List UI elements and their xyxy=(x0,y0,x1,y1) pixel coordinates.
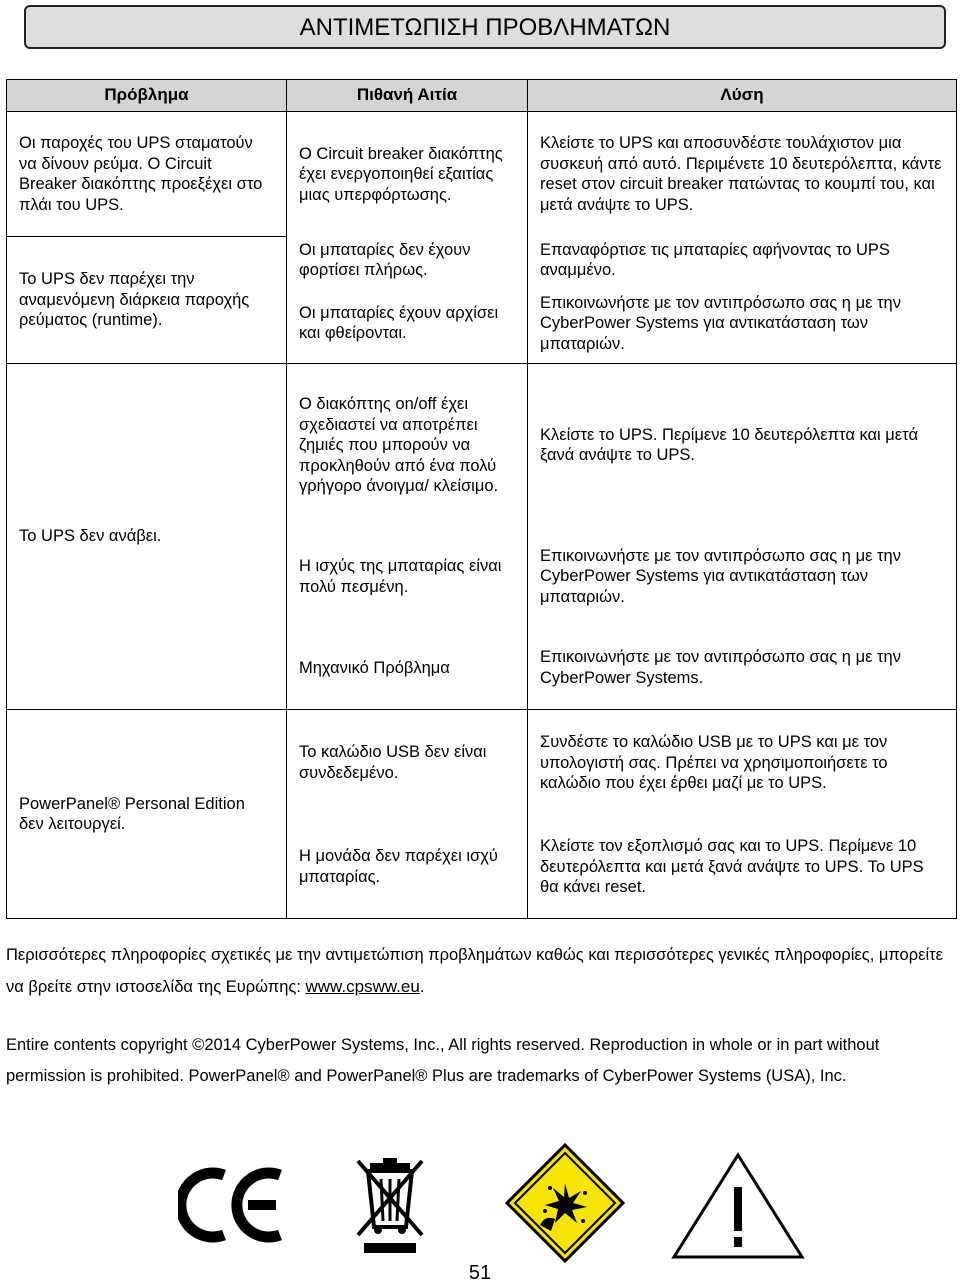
solution-text: Κλείστε τον εξοπλισμό σας και το UPS. Περίμενε 10 δευτερόλεπτα και μετά ξανά ανάψτε το UPS. Το UPS θα κάνει reset. xyxy=(540,837,924,896)
problem-cell xyxy=(7,710,287,919)
caution-triangle-icon xyxy=(668,1149,808,1263)
cause-cell xyxy=(287,627,528,710)
table-row xyxy=(7,364,957,527)
header-cause: Πιθανή Αιτία xyxy=(287,80,528,112)
cause-text: Ο διακόπτης on/off έχει σχεδιαστεί να αποτρέπει ζημιές που μπορούν να προκληθούν από ένα πολύ γρήγορο άνοιγμα/ κλείσιμο. xyxy=(299,395,499,495)
more-info-paragraph xyxy=(6,940,956,1003)
cause-text: Οι μπαταρίες δεν έχουν φορτίσει πλήρως. xyxy=(299,240,471,279)
solution-text: Συνδέστε το καλώδιο USB με το UPS και με τον υπολογιστή σας. Πρέπει να χρησιμοποιήσετε το καλώδιο που έχει έρθει μαζί με το UPS. xyxy=(540,733,888,792)
problem-cell xyxy=(7,112,287,237)
solution-text: Επικοινωνήστε με τον αντιπρόσωπο σας η με την CyberPower Systems για αντικατάσταση των μπαταριών. xyxy=(540,293,901,353)
solution-text: Επικοινωνήστε με τον αντιπρόσωπο σας η με την CyberPower Systems για αντικατάσταση των μπαταριών. xyxy=(540,546,901,606)
solution-cell xyxy=(528,237,957,284)
website-link[interactable]: www.cpsww.eu xyxy=(305,977,420,996)
weee-bin-icon xyxy=(350,1155,430,1255)
problem-cell xyxy=(7,237,287,364)
cause-text: Ο Circuit breaker διακόπτης έχει ενεργοποιηθεί εξαιτίας μιας υπερφόρτωσης. xyxy=(299,144,503,204)
link-suffix: . xyxy=(419,978,425,996)
solution-cell xyxy=(528,816,957,919)
solution-text: Επαναφόρτισε τις μπαταρίες αφήνοντας το UPS αναμμένο. xyxy=(540,240,890,279)
cause-cell xyxy=(287,527,528,627)
solution-text: Κλείστε το UPS. Περίμενε 10 δευτερόλεπτα και μετά ξανά ανάψτε το UPS. xyxy=(540,425,918,465)
cause-text: Μηχανικό Πρόβλημα xyxy=(299,658,450,677)
explosive-warning-icon xyxy=(505,1143,625,1263)
page-title: ΑΝΤΙΜΕΤΩΠΙΣΗ ΠΡΟΒΛΗΜΑΤΩΝ xyxy=(24,5,946,49)
header-problem: Πρόβλημα xyxy=(7,80,287,112)
problem-text: PowerPanel® Personal Edition δεν λειτουργεί. xyxy=(19,794,245,833)
header-solution: Λύση xyxy=(528,80,957,112)
cause-text: Η μονάδα δεν παρέχει ισχύ μπαταρίας. xyxy=(299,847,498,886)
ce-mark-icon xyxy=(178,1165,286,1245)
table-row xyxy=(7,237,957,284)
solution-cell xyxy=(528,284,957,364)
solution-text: Επικοινωνήστε με τον αντιπρόσωπο σας η με την CyberPower Systems. xyxy=(540,648,901,687)
solution-cell xyxy=(528,527,957,627)
problem-cell xyxy=(7,364,287,710)
cause-text: Οι μπαταρίες έχουν αρχίσει και φθείρονται. xyxy=(299,303,499,343)
cause-cell xyxy=(287,364,528,527)
solution-cell xyxy=(528,627,957,710)
more-info-text: Περισσότερες πληροφορίες σχετικές με την αντιμετώπιση προβλημάτων καθώς και περισσότερες γενικές πληροφορίες, μπορείτε να βρείτε στην ιστοσελίδα της Ευρώπης: xyxy=(6,946,943,996)
solution-cell xyxy=(528,364,957,527)
table-row xyxy=(7,710,957,816)
solution-cell xyxy=(528,710,957,816)
cause-text: Το καλώδιο USB δεν είναι συνδεδεμένο. xyxy=(299,743,487,782)
solution-cell xyxy=(528,112,957,237)
problem-text: Οι παροχές του UPS σταματούν να δίνουν ρεύμα. Ο Circuit Breaker διακόπτης προεξέχει στο πλάι του UPS. xyxy=(19,134,263,214)
cause-text: Η ισχύς της μπαταρίας είναι πολύ πεσμένη. xyxy=(299,557,502,596)
table-row xyxy=(7,112,957,237)
troubleshooting-table xyxy=(6,79,957,919)
page-number: 51 xyxy=(468,1262,492,1284)
copyright-notice: Entire contents copyright ©2014 CyberPower Systems, Inc., All rights reserved. Reproduction in whole or in part without permission is prohibited. PowerPanel® and PowerPanel® Plus are trademarks of CyberPower Systems (USA), Inc. xyxy=(6,1036,880,1085)
cause-cell xyxy=(287,710,528,816)
certification-icons xyxy=(0,1135,960,1255)
problem-text: Το UPS δεν παρέχει την αναμενόμενη διάρκεια παροχής ρεύματος (runtime). xyxy=(19,270,250,330)
cause-cell xyxy=(287,112,528,237)
problem-text: Το UPS δεν ανάβει. xyxy=(19,527,162,546)
cause-cell xyxy=(287,237,528,284)
table-header-row xyxy=(7,80,957,112)
solution-text: Κλείστε το UPS και αποσυνδέστε τουλάχιστον μια συσκευή από αυτό. Περιμένετε 10 δευτερόλεπτα, κάντε reset στον circuit breaker πατώντας το κουμπί του, και μετά ανάψτε το UPS. xyxy=(540,134,942,214)
cause-cell xyxy=(287,284,528,364)
cause-cell xyxy=(287,816,528,919)
